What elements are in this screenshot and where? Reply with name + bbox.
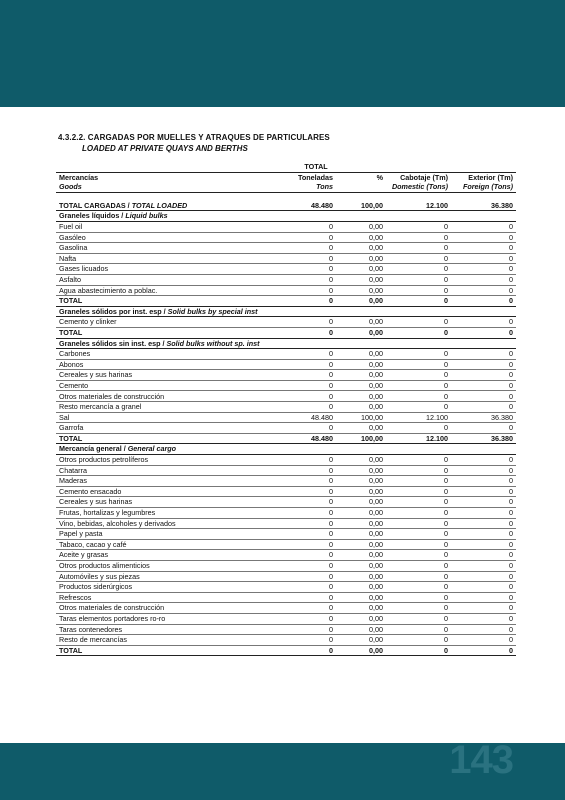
- tons-value: 0: [246, 518, 336, 529]
- domestic-value: 0: [386, 476, 451, 487]
- domestic-value: 0: [386, 518, 451, 529]
- pct-value: 0,00: [336, 550, 386, 561]
- pct-value: 0,00: [336, 613, 386, 624]
- goods-name: Vino, bebidas, alcoholes y derivados: [56, 518, 246, 529]
- goods-name: Taras elementos portadores ro-ro: [56, 613, 246, 624]
- section-total-row: [56, 296, 516, 307]
- pct-value: 0,00: [336, 603, 386, 614]
- page-number: 143: [449, 738, 513, 782]
- domestic-value: 0: [386, 582, 451, 593]
- goods-name: Frutas, hortalizas y legumbres: [56, 508, 246, 519]
- pct-value: 0,00: [336, 635, 386, 646]
- domestic-value: 0: [386, 423, 451, 434]
- goods-name: Chatarra: [56, 465, 246, 476]
- domestic-value: 0: [386, 285, 451, 296]
- goods-name: Agua abastecimiento a poblac.: [56, 285, 246, 296]
- goods-name: Cemento y clinker: [56, 317, 246, 328]
- pct-value: 0,00: [336, 274, 386, 285]
- grand-total-cab: 12.100: [386, 201, 451, 211]
- pct-value: 0,00: [336, 476, 386, 487]
- section-total-label: TOTAL: [56, 327, 246, 338]
- foreign-value: 0: [451, 370, 516, 381]
- col-goods-en: Goods: [56, 182, 246, 192]
- pct-value: 0,00: [336, 582, 386, 593]
- pct-value: 0,00: [336, 359, 386, 370]
- domestic-value: 0: [386, 635, 451, 646]
- foreign-value: 0: [451, 582, 516, 593]
- table-row: [56, 603, 516, 614]
- domestic-value: 0: [386, 613, 451, 624]
- tons-value: 0: [246, 624, 336, 635]
- foreign-value: 0: [451, 349, 516, 360]
- goods-name: Tabaco, cacao y café: [56, 539, 246, 550]
- domestic-value: 0: [386, 603, 451, 614]
- table-row: [56, 635, 516, 646]
- table-row: [56, 592, 516, 603]
- foreign-value: 0: [451, 592, 516, 603]
- col-cab-en: Domestic (Tons): [386, 182, 451, 192]
- table-row: [56, 529, 516, 540]
- foreign-value: 0: [451, 253, 516, 264]
- goods-name: Cereales y sus harinas: [56, 370, 246, 381]
- table-title: 4.3.2.2. CARGADAS POR MUELLES Y ATRAQUES DE PARTICULARES: [58, 133, 330, 142]
- foreign-value: 0: [451, 402, 516, 413]
- table-row: [56, 412, 516, 423]
- goods-name: Garrofa: [56, 423, 246, 434]
- header-band: [0, 0, 565, 107]
- table-row: [56, 359, 516, 370]
- col-ext-es: Exterior (Tm): [451, 172, 516, 182]
- foreign-value: 0: [451, 539, 516, 550]
- section-total-pct: 100,00: [336, 433, 386, 444]
- tons-value: 0: [246, 359, 336, 370]
- foreign-value: 0: [451, 465, 516, 476]
- section-total-cab: 0: [386, 296, 451, 307]
- total-group-label: TOTAL: [246, 162, 386, 172]
- goods-name: Automóviles y sus piezas: [56, 571, 246, 582]
- goods-name: Cereales y sus harinas: [56, 497, 246, 508]
- section-total-pct: 0,00: [336, 327, 386, 338]
- table-row: [56, 571, 516, 582]
- goods-name: Fuel oil: [56, 221, 246, 232]
- goods-name: Resto de mercancías: [56, 635, 246, 646]
- goods-name: Otros productos petrolíferos: [56, 455, 246, 466]
- pct-value: 0,00: [336, 539, 386, 550]
- domestic-value: 0: [386, 391, 451, 402]
- domestic-value: 12.100: [386, 412, 451, 423]
- table-row: [56, 497, 516, 508]
- table-row: [56, 508, 516, 519]
- section-header-row: [56, 211, 516, 222]
- pct-value: 0,00: [336, 529, 386, 540]
- table-row: [56, 550, 516, 561]
- col-tons-en: Tons: [246, 182, 336, 192]
- domestic-value: 0: [386, 539, 451, 550]
- domestic-value: 0: [386, 529, 451, 540]
- domestic-value: 0: [386, 359, 451, 370]
- table-row: [56, 560, 516, 571]
- section-total-row: [56, 433, 516, 444]
- domestic-value: 0: [386, 370, 451, 381]
- goods-name: Carbones: [56, 349, 246, 360]
- pct-value: 0,00: [336, 232, 386, 243]
- section-total-row: [56, 327, 516, 338]
- goods-name: Otros productos alimenticios: [56, 560, 246, 571]
- table-row: [56, 221, 516, 232]
- goods-name: Abonos: [56, 359, 246, 370]
- table-subtitle: LOADED AT PRIVATE QUAYS AND BERTHS: [82, 144, 248, 153]
- tons-value: 0: [246, 423, 336, 434]
- section-total-ext: 36.380: [451, 433, 516, 444]
- table-row: [56, 274, 516, 285]
- group-header-row: [56, 162, 516, 172]
- foreign-value: 0: [451, 497, 516, 508]
- foreign-value: 0: [451, 359, 516, 370]
- tons-value: 0: [246, 550, 336, 561]
- table-row: [56, 476, 516, 487]
- tons-value: 0: [246, 508, 336, 519]
- foreign-value: 0: [451, 635, 516, 646]
- column-header-row-en: [56, 182, 516, 192]
- cargo-table: [56, 162, 516, 656]
- section-total-label: TOTAL: [56, 645, 246, 656]
- pct-value: 0,00: [336, 508, 386, 519]
- pct-value: 0,00: [336, 221, 386, 232]
- tons-value: 0: [246, 476, 336, 487]
- domestic-value: 0: [386, 221, 451, 232]
- col-goods-es: Mercancías: [56, 172, 246, 182]
- section-total-tons: 0: [246, 645, 336, 656]
- tons-value: 0: [246, 635, 336, 646]
- foreign-value: 0: [451, 380, 516, 391]
- pct-value: 0,00: [336, 465, 386, 476]
- goods-name: Gasolina: [56, 243, 246, 254]
- pct-value: 0,00: [336, 243, 386, 254]
- goods-name: Asfalto: [56, 274, 246, 285]
- foreign-value: 0: [451, 560, 516, 571]
- tons-value: 0: [246, 592, 336, 603]
- foreign-value: 36.380: [451, 412, 516, 423]
- section-total-cab: 0: [386, 327, 451, 338]
- tons-value: 0: [246, 243, 336, 254]
- table-row: [56, 285, 516, 296]
- section-total-ext: 0: [451, 645, 516, 656]
- table-row: [56, 582, 516, 593]
- grand-total-ext: 36.380: [451, 201, 516, 211]
- pct-value: 0,00: [336, 518, 386, 529]
- goods-name: Gasóleo: [56, 232, 246, 243]
- grand-total-pct: 100,00: [336, 201, 386, 211]
- tons-value: 0: [246, 402, 336, 413]
- goods-name: Taras contenedores: [56, 624, 246, 635]
- tons-value: 0: [246, 370, 336, 381]
- table-row: [56, 518, 516, 529]
- table-row: [56, 243, 516, 254]
- foreign-value: 0: [451, 624, 516, 635]
- tons-value: 0: [246, 349, 336, 360]
- domestic-value: 0: [386, 264, 451, 275]
- foreign-value: 0: [451, 476, 516, 487]
- goods-name: Gases licuados: [56, 264, 246, 275]
- tons-value: 0: [246, 571, 336, 582]
- foreign-value: 0: [451, 508, 516, 519]
- tons-value: 48.480: [246, 412, 336, 423]
- pct-value: 0,00: [336, 486, 386, 497]
- table-row: [56, 391, 516, 402]
- pct-value: 0,00: [336, 592, 386, 603]
- section-header-row: [56, 338, 516, 349]
- tons-value: 0: [246, 274, 336, 285]
- goods-name: Nafta: [56, 253, 246, 264]
- pct-value: 0,00: [336, 391, 386, 402]
- pct-value: 0,00: [336, 455, 386, 466]
- table-row: [56, 349, 516, 360]
- section-total-ext: 0: [451, 296, 516, 307]
- col-ext-en: Foreign (Tons): [451, 182, 516, 192]
- pct-value: 0,00: [336, 349, 386, 360]
- pct-value: 0,00: [336, 264, 386, 275]
- section-header-row: [56, 306, 516, 317]
- pct-value: 0,00: [336, 497, 386, 508]
- table-row: [56, 455, 516, 466]
- domestic-value: 0: [386, 274, 451, 285]
- table-row: [56, 370, 516, 381]
- foreign-value: 0: [451, 317, 516, 328]
- foreign-value: 0: [451, 264, 516, 275]
- section-title: Graneles sólidos sin inst. esp / Solid bulks without sp. inst: [56, 338, 516, 349]
- foreign-value: 0: [451, 518, 516, 529]
- table-row: [56, 486, 516, 497]
- domestic-value: 0: [386, 243, 451, 254]
- domestic-value: 0: [386, 560, 451, 571]
- foreign-value: 0: [451, 486, 516, 497]
- pct-value: 0,00: [336, 253, 386, 264]
- tons-value: 0: [246, 285, 336, 296]
- foreign-value: 0: [451, 603, 516, 614]
- pct-value: 0,00: [336, 624, 386, 635]
- foreign-value: 0: [451, 243, 516, 254]
- tons-value: 0: [246, 486, 336, 497]
- col-pct: %: [336, 172, 386, 182]
- section-title: Graneles sólidos por inst. esp / Solid bulks by special inst: [56, 306, 516, 317]
- foreign-value: 0: [451, 391, 516, 402]
- domestic-value: 0: [386, 592, 451, 603]
- table-row: [56, 539, 516, 550]
- table-row: [56, 465, 516, 476]
- pct-value: 0,00: [336, 571, 386, 582]
- foreign-value: 0: [451, 423, 516, 434]
- foreign-value: 0: [451, 613, 516, 624]
- domestic-value: 0: [386, 232, 451, 243]
- domestic-value: 0: [386, 253, 451, 264]
- tons-value: 0: [246, 317, 336, 328]
- pct-value: 0,00: [336, 370, 386, 381]
- section-title: Mercancía general / General cargo: [56, 444, 516, 455]
- pct-value: 0,00: [336, 285, 386, 296]
- grand-total-row: [56, 201, 516, 211]
- domestic-value: 0: [386, 624, 451, 635]
- tons-value: 0: [246, 391, 336, 402]
- domestic-value: 0: [386, 317, 451, 328]
- foreign-value: 0: [451, 285, 516, 296]
- section-total-tons: 48.480: [246, 433, 336, 444]
- pct-value: 0,00: [336, 380, 386, 391]
- section-total-label: TOTAL: [56, 433, 246, 444]
- goods-name: Otros materiales de construcción: [56, 391, 246, 402]
- section-total-ext: 0: [451, 327, 516, 338]
- section-total-cab: 0: [386, 645, 451, 656]
- tons-value: 0: [246, 465, 336, 476]
- tons-value: 0: [246, 253, 336, 264]
- goods-name: Refrescos: [56, 592, 246, 603]
- table-row: [56, 624, 516, 635]
- tons-value: 0: [246, 221, 336, 232]
- table-row: [56, 613, 516, 624]
- foreign-value: 0: [451, 274, 516, 285]
- foreign-value: 0: [451, 232, 516, 243]
- table-row: [56, 253, 516, 264]
- table-row: [56, 423, 516, 434]
- domestic-value: 0: [386, 486, 451, 497]
- table-row: [56, 232, 516, 243]
- grand-total-label: TOTAL CARGADAS / TOTAL LOADED: [56, 201, 246, 211]
- goods-name: Cemento ensacado: [56, 486, 246, 497]
- section-title: Graneles líquidos / Liquid bulks: [56, 211, 516, 222]
- pct-value: 0,00: [336, 423, 386, 434]
- section-header-row: [56, 444, 516, 455]
- goods-name: Aceite y grasas: [56, 550, 246, 561]
- tons-value: 0: [246, 539, 336, 550]
- tons-value: 0: [246, 613, 336, 624]
- section-total-pct: 0,00: [336, 296, 386, 307]
- pct-value: 0,00: [336, 402, 386, 413]
- goods-name: Otros materiales de construcción: [56, 603, 246, 614]
- domestic-value: 0: [386, 497, 451, 508]
- foreign-value: 0: [451, 529, 516, 540]
- section-total-label: TOTAL: [56, 296, 246, 307]
- tons-value: 0: [246, 455, 336, 466]
- domestic-value: 0: [386, 402, 451, 413]
- table-row: [56, 402, 516, 413]
- tons-value: 0: [246, 232, 336, 243]
- domestic-value: 0: [386, 508, 451, 519]
- tons-value: 0: [246, 582, 336, 593]
- foreign-value: 0: [451, 221, 516, 232]
- tons-value: 0: [246, 380, 336, 391]
- section-total-row: [56, 645, 516, 656]
- domestic-value: 0: [386, 349, 451, 360]
- foreign-value: 0: [451, 571, 516, 582]
- domestic-value: 0: [386, 380, 451, 391]
- tons-value: 0: [246, 529, 336, 540]
- goods-name: Cemento: [56, 380, 246, 391]
- col-tons-es: Toneladas: [246, 172, 336, 182]
- goods-name: Resto mercancía a granel: [56, 402, 246, 413]
- domestic-value: 0: [386, 550, 451, 561]
- grand-total-tons: 48.480: [246, 201, 336, 211]
- table-row: [56, 317, 516, 328]
- goods-name: Papel y pasta: [56, 529, 246, 540]
- goods-name: Productos siderúrgicos: [56, 582, 246, 593]
- tons-value: 0: [246, 497, 336, 508]
- foreign-value: 0: [451, 550, 516, 561]
- pct-value: 0,00: [336, 317, 386, 328]
- pct-value: 0,00: [336, 560, 386, 571]
- col-cab-es: Cabotaje (Tm): [386, 172, 451, 182]
- spacer-row: [56, 192, 516, 201]
- domestic-value: 0: [386, 571, 451, 582]
- section-total-pct: 0,00: [336, 645, 386, 656]
- tons-value: 0: [246, 560, 336, 571]
- foreign-value: 0: [451, 455, 516, 466]
- table-row: [56, 264, 516, 275]
- section-total-tons: 0: [246, 296, 336, 307]
- table-row: [56, 380, 516, 391]
- section-total-tons: 0: [246, 327, 336, 338]
- column-header-row: [56, 172, 516, 182]
- tons-value: 0: [246, 603, 336, 614]
- section-total-cab: 12.100: [386, 433, 451, 444]
- goods-name: Maderas: [56, 476, 246, 487]
- domestic-value: 0: [386, 465, 451, 476]
- pct-value: 100,00: [336, 412, 386, 423]
- tons-value: 0: [246, 264, 336, 275]
- domestic-value: 0: [386, 455, 451, 466]
- goods-name: Sal: [56, 412, 246, 423]
